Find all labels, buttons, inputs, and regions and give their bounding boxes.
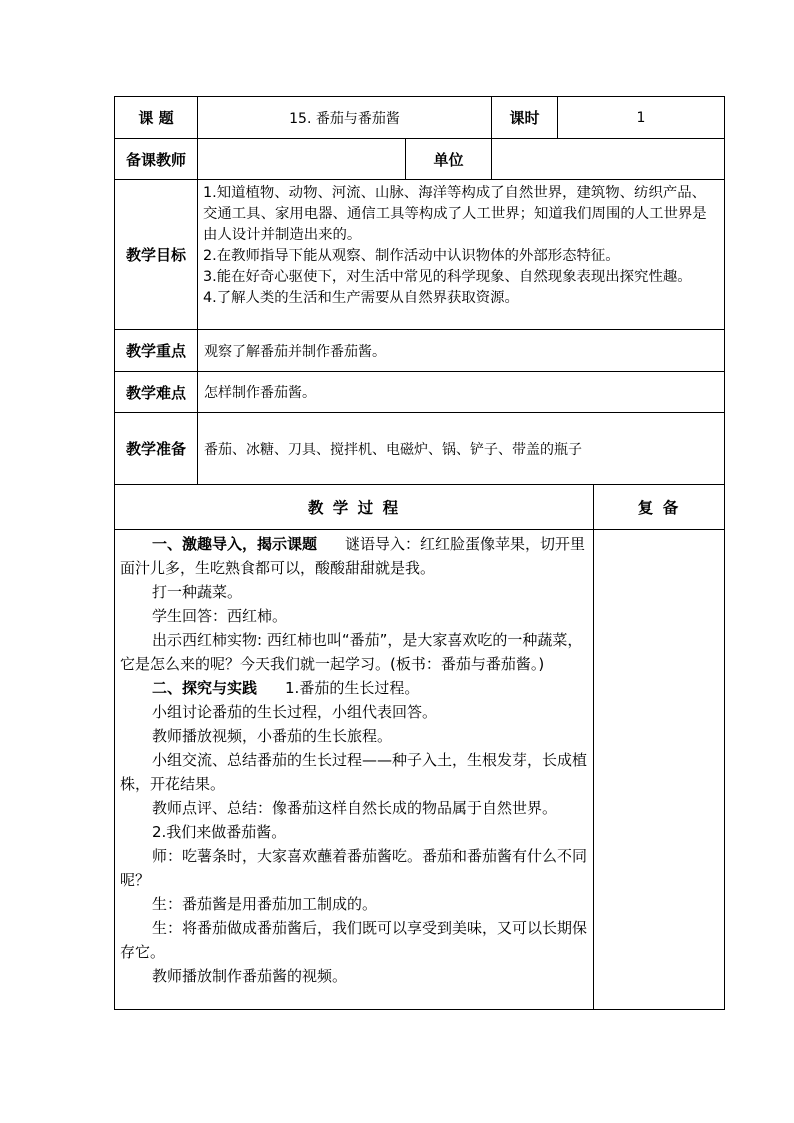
preparation-label: 教学准备 bbox=[125, 440, 186, 458]
difficulty-label: 教学难点 bbox=[125, 383, 186, 402]
section-2-text: 1.番茄的生长过程。 bbox=[285, 679, 420, 697]
process-paragraph: 师：吃薯条时，大家喜欢蘸着番茄酱吃。番茄和番茄酱有什么不同呢？ bbox=[120, 847, 588, 889]
topic-value: 15. 番茄与番茄酱 bbox=[289, 110, 400, 127]
review-header: 复 备 bbox=[637, 499, 681, 517]
process-paragraph: 打一种蔬菜。 bbox=[152, 583, 243, 601]
unit-label: 单位 bbox=[433, 150, 464, 169]
process-paragraph: 2.我们来做番茄酱。 bbox=[152, 823, 287, 841]
section-1-text: 谜语导入：红红脸蛋像苹果，切开里面汁儿多，生吃熟食都可以，酸酸甜甜就是我。 bbox=[120, 535, 586, 577]
process-paragraph: 小组讨论番茄的生长过程，小组代表回答。 bbox=[152, 703, 438, 721]
objective-item: 4.了解人类的生活和生产需要从自然界获取资源。 bbox=[203, 290, 519, 306]
table-row-divider bbox=[114, 179, 725, 180]
teacher-value bbox=[198, 139, 405, 179]
key-point-label: 教学重点 bbox=[125, 342, 186, 360]
process-paragraph: 生：将番茄做成番茄酱后，我们既可以享受到美味，又可以长期保存它。 bbox=[120, 919, 588, 961]
teacher-label: 备课教师 bbox=[125, 150, 186, 169]
process-paragraph: 生：番茄酱是用番茄加工制成的。 bbox=[152, 895, 378, 913]
objective-item: 1.知道植物、动物、河流、山脉、海洋等构成了自然世界，建筑物、纺织产品、交通工具、家用电器、通信工具等构成了人工世界；知道我们周围的人工世界是由人设计并制造出来的。 bbox=[203, 185, 707, 243]
section-2-title: 二、探究与实践 bbox=[152, 679, 258, 697]
process-content bbox=[120, 532, 590, 988]
period-value: 1 bbox=[636, 109, 646, 126]
process-paragraph: 学生回答：西红柿。 bbox=[152, 607, 288, 625]
process-paragraph: 教师播放制作番茄酱的视频。 bbox=[152, 967, 348, 985]
process-paragraph bbox=[120, 676, 590, 700]
table-border-right bbox=[724, 96, 725, 1009]
process-paragraph: 小组交流、总结番茄的生长过程——种子入土，生根发芽，长成植株，开花结果。 bbox=[120, 751, 588, 793]
process-paragraph: 出示西红柿实物: 西红柿也叫“番茄”，是大家喜欢吃的一种蔬菜，它是怎么来的呢？今天我们就一起学习。(板书：番茄与番茄酱。) bbox=[120, 631, 583, 673]
table-border-bottom bbox=[114, 1009, 725, 1010]
topic-label: 课 题 bbox=[138, 109, 174, 127]
process-paragraph bbox=[120, 532, 590, 580]
review-notes-cell bbox=[594, 530, 724, 1009]
section-1-title: 一、激趣导入，揭示课题 bbox=[152, 535, 318, 553]
preparation-value: 番茄、冰糖、刀具、搅拌机、电磁炉、锅、铲子、带盖的瓶子 bbox=[204, 441, 582, 458]
unit-value bbox=[492, 139, 724, 179]
objective-item: 3.能在好奇心驱使下，对生活中常见的科学现象、自然现象表现出探究性趣。 bbox=[203, 269, 692, 285]
period-label: 课时 bbox=[509, 109, 540, 127]
process-header: 教 学 过 程 bbox=[307, 499, 401, 517]
process-paragraph: 教师播放视频，小番茄的生长旅程。 bbox=[152, 727, 393, 745]
objectives-list bbox=[203, 183, 719, 329]
process-paragraph: 教师点评、总结：像番茄这样自然长成的物品属于自然世界。 bbox=[152, 799, 558, 817]
difficulty-value: 怎样制作番茄酱。 bbox=[204, 385, 316, 401]
key-point-value: 观察了解番茄并制作番茄酱。 bbox=[204, 343, 386, 360]
objectives-label: 教学目标 bbox=[125, 246, 186, 264]
objective-item: 2.在教师指导下能从观察、制作活动中认识物体的外部形态特征。 bbox=[203, 248, 620, 264]
